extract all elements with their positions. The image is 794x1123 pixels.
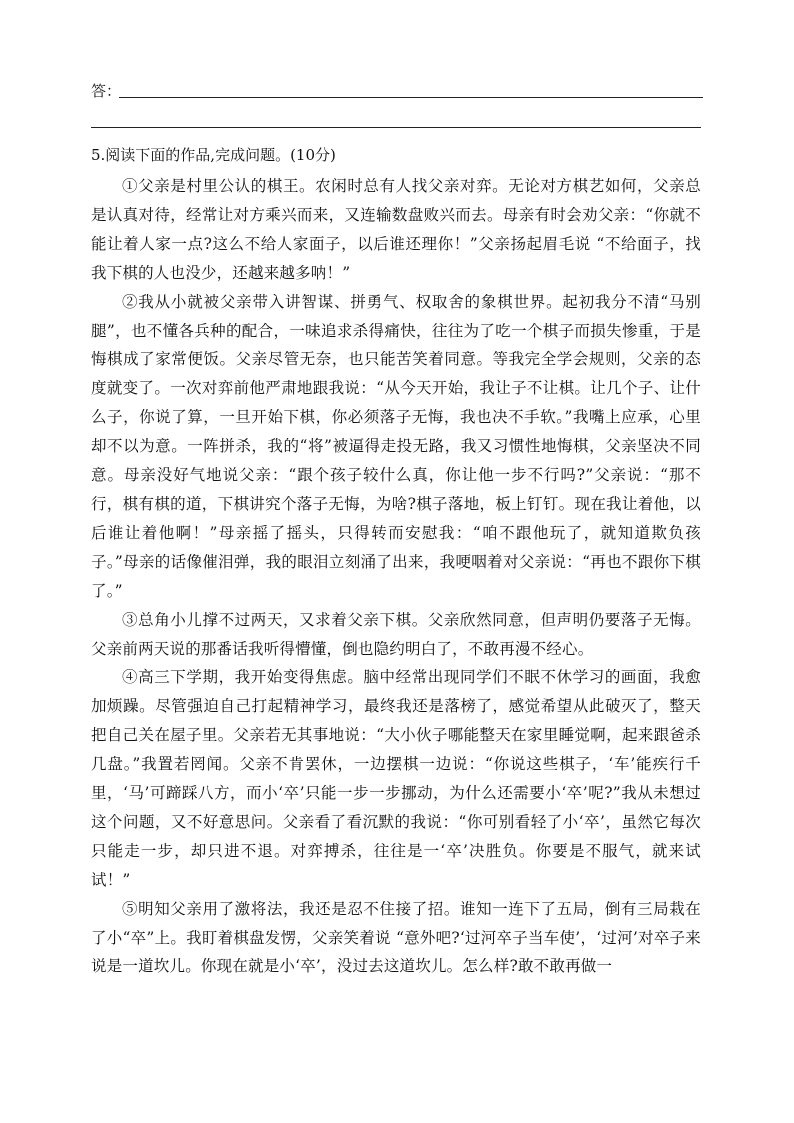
answer-line-continued bbox=[91, 127, 701, 128]
question-title: 5.阅读下面的作品,完成问题。(10分) bbox=[91, 146, 336, 164]
reading-passage bbox=[91, 172, 701, 981]
paragraph-1: ①父亲是村里公认的棋王。农闲时总有人找父亲对弈。无论对方棋艺如何，父亲总是认真对待，经常让对方乘兴而来，又连输数盘败兴而去。母亲有时会劝父亲：“你就不能让着人家一点?这么不给人家面子，以后谁还理你！”父亲扬起眉毛说 “不给面子，找我下棋的人也没少，还越来越多呐！” bbox=[91, 177, 701, 282]
answer-row bbox=[91, 80, 703, 102]
paragraph-2: ②我从小就被父亲带入讲智谋、拼勇气、权取舍的象棋世界。起初我分不清“马别腿”，也不懂各兵种的配合，一味追求杀得痛快，往往为了吃一个棋子而损失惨重，于是悔棋成了家常便饭。父亲尽管无奈，也只能苦笑着同意。等我完全学会规则，父亲的态度就变了。一次对弈前他严肃地跟我说：“从今天开始，我让子不让棋。让几个子、让什么子，你说了算，一旦开始下棋，你必须落子无悔，我也决不手软。”我嘴上应承，心里却不以为意。一阵拼杀，我的“将”被逼得走投无路，我又习惯性地悔棋，父亲坚决不同意。母亲没好气地说父亲：“跟个孩子较什么真，你让他一步不行吗?”父亲说：“那不行，棋有棋的道，下棋讲究个落子无悔，为啥?棋子落地，板上钉钉。现在我让着他，以后谁让着他啊！”母亲摇了摇头，只得转而安慰我：“咱不跟他玩了，就知道欺负孩子。”母亲的话像催泪弹，我的眼泪立刻涌了出来，我哽咽着对父亲说：“再也不跟你下棋了。” bbox=[91, 292, 701, 600]
paragraph-4: ④高三下学期，我开始变得焦虑。脑中经常出现同学们不眠不休学习的画面，我愈加烦躁。尽管强迫自己打起精神学习，最终我还是落榜了，感觉希望从此破灭了，整天把自己关在屋子里。父亲若无其事地说：“大小伙子哪能整天在家里睡觉啊，起来跟爸杀几盘。”我置若罔闻。父亲不肯罢休，一边摆棋一边说：“你说这些棋子，‘车’能疾行千里，‘马’可蹄踩八方，而小‘卒’只能一步一步挪动，为什么还需要小‘卒’呢?”我从未想过这个问题，又不好意思问。父亲看了看沉默的我说：“你可别看轻了小‘卒’，虽然它每次只能走一步，却只进不退。对弈搏杀，往往是一‘卒’决胜负。你要是不服气，就来试试！” bbox=[91, 668, 701, 889]
paragraph-5: ⑤明知父亲用了激将法，我还是忍不住接了招。谁知一连下了五局，倒有三局栽在了小“卒”上。我盯着棋盘发愣，父亲笑着说 “意外吧?‘过河卒子当车使’，‘过河’对卒子来说是一道坎儿。你现在就是小‘卒’，没过去这道坎儿。怎么样?敢不敢再做一 bbox=[91, 899, 701, 976]
answer-label: 答： bbox=[91, 82, 122, 100]
answer-line bbox=[119, 97, 703, 98]
paragraph-3: ③总角小儿撑不过两天，又求着父亲下棋。父亲欣然同意，但声明仍要落子无悔。父亲前两天说的那番话我听得懵懂，倒也隐约明白了，不敢再漫不经心。 bbox=[91, 610, 701, 658]
